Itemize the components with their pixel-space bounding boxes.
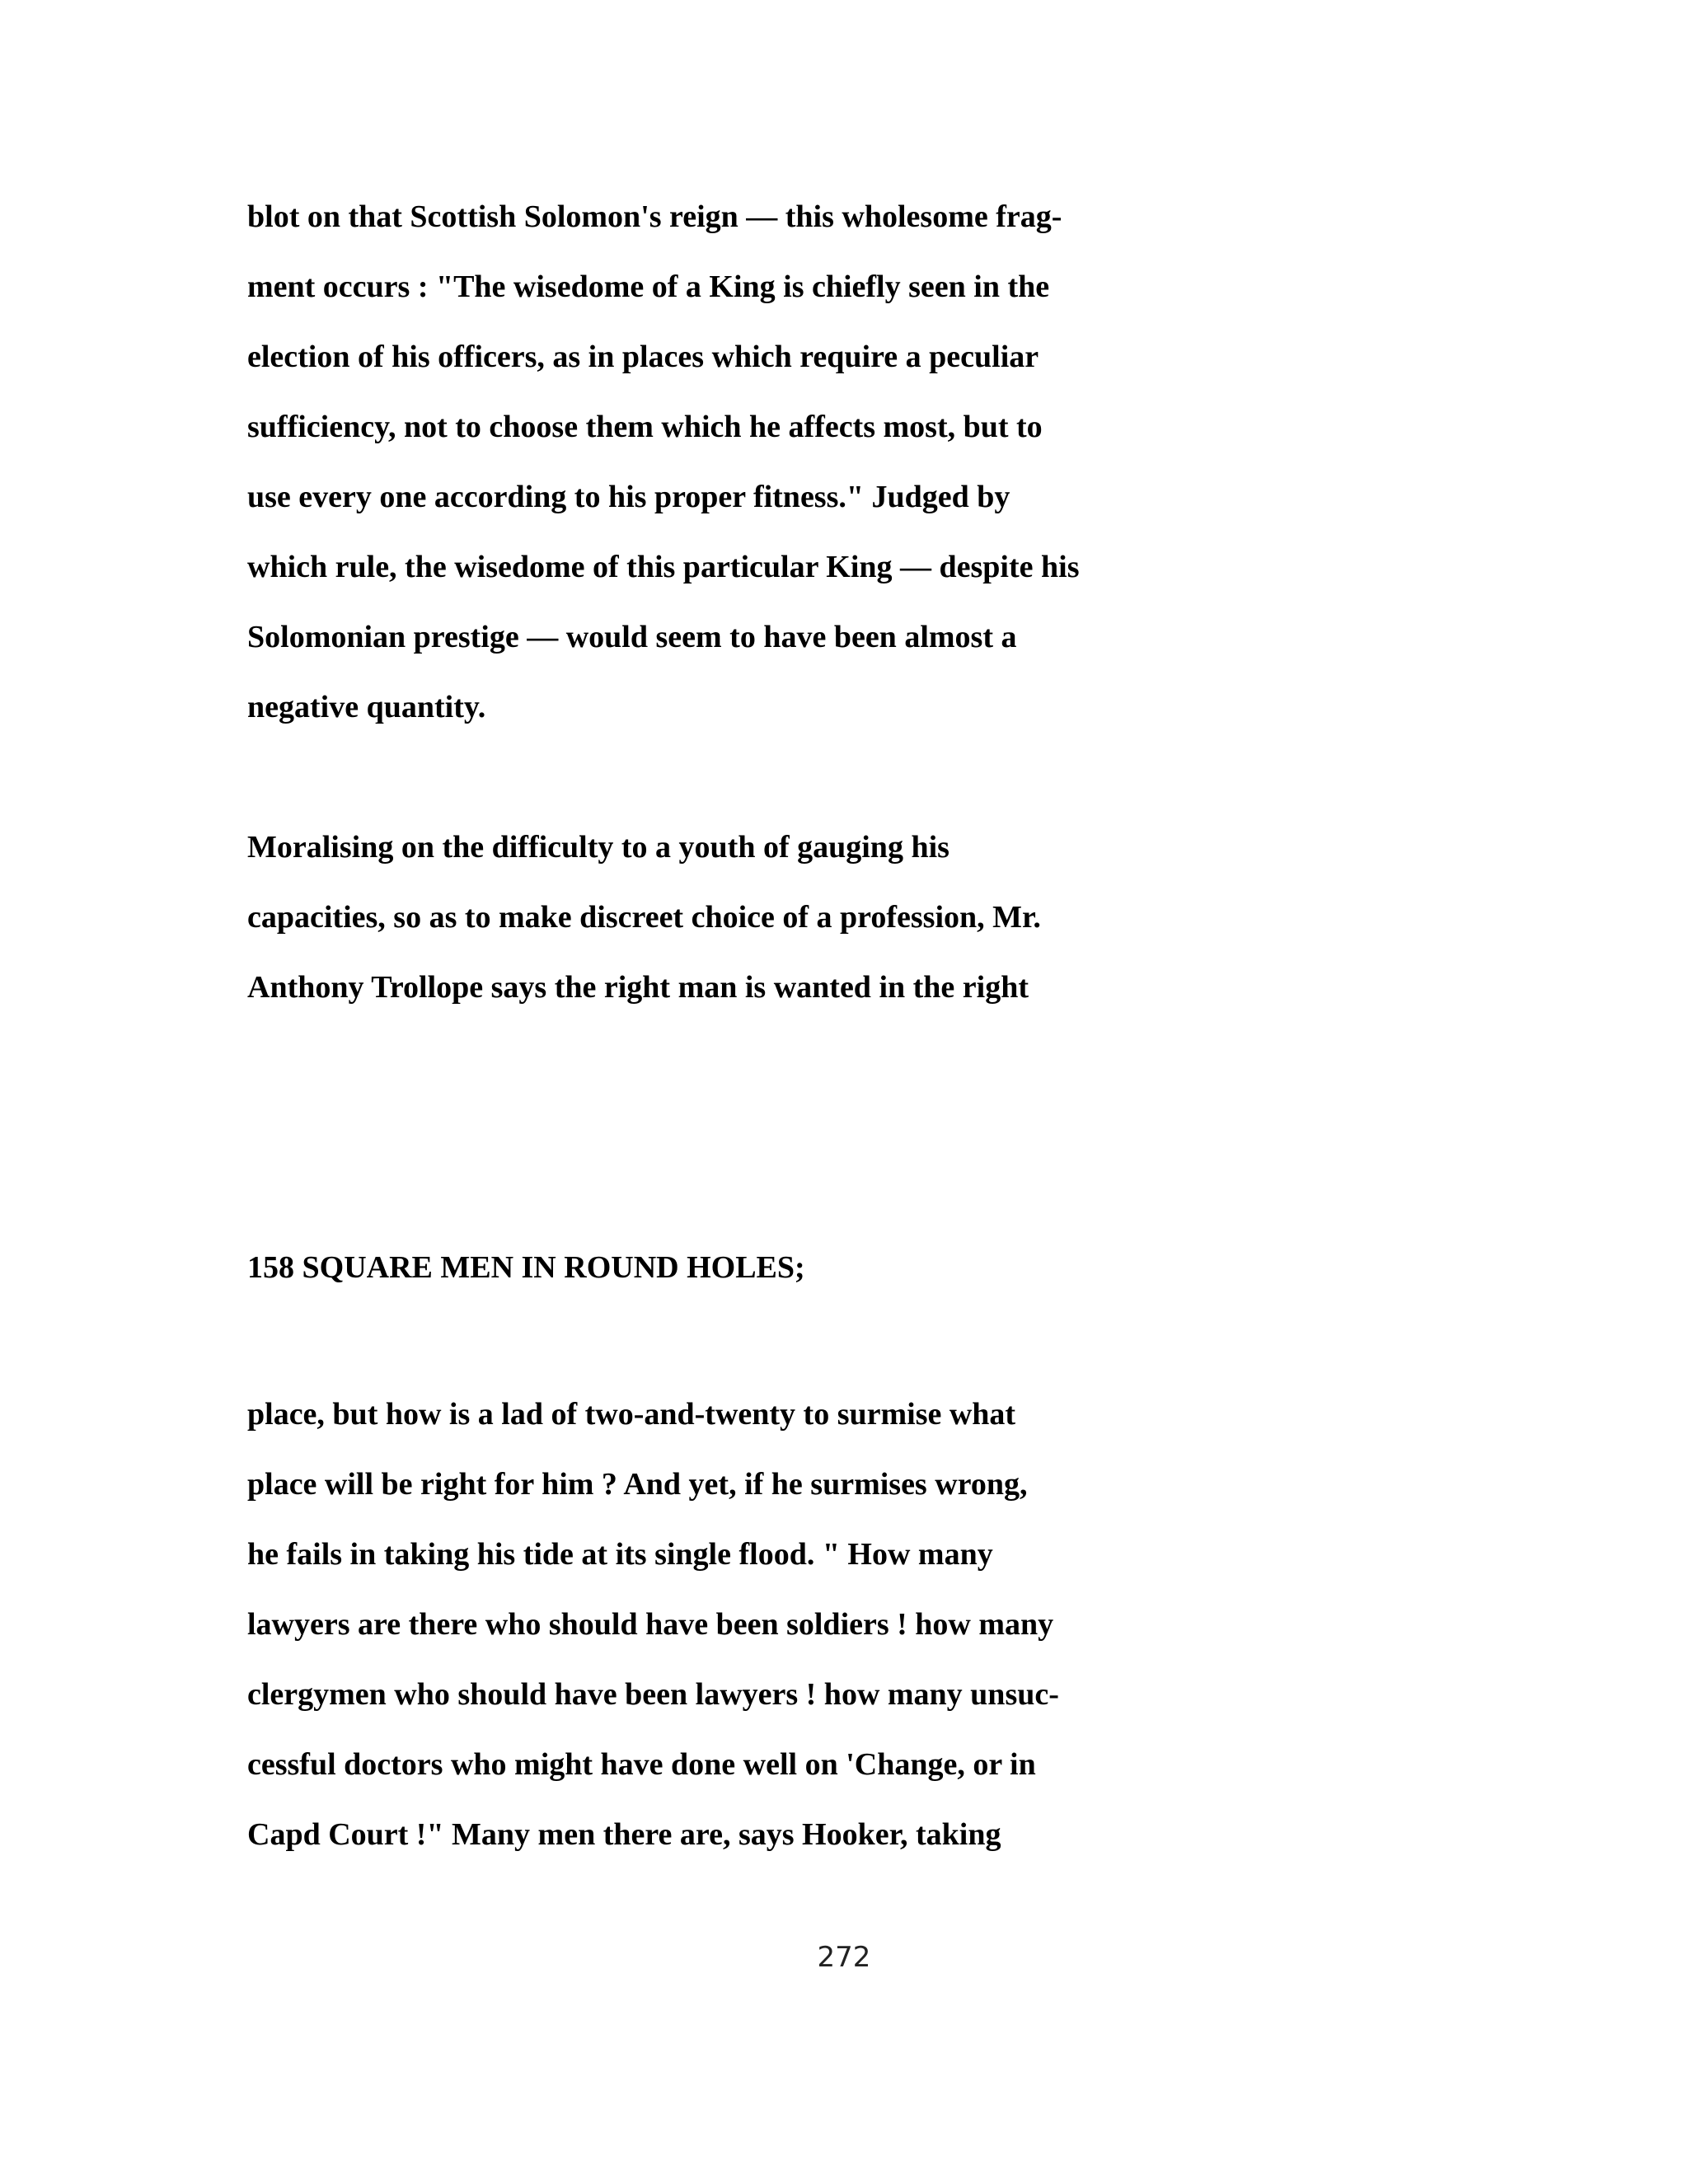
text-line: clergymen who should have been lawyers ! how many unsuc- [247,1677,1059,1712]
text-line: sufficiency, not to choose them which he affects most, but to [247,410,1043,444]
text-line: capacities, so as to make discreet choice of a profession, Mr. [247,900,1041,935]
text-line: place will be right for him ? And yet, if he surmises wrong, [247,1467,1028,1502]
text-line: Capd Court !" Many men there are, says Hooker, taking [247,1817,1001,1852]
running-head: 158 SQUARE MEN IN ROUND HOLES; [247,1250,805,1285]
text-line: ment occurs : "The wisedome of a King is chiefly seen in the [247,269,1050,304]
text-line: cessful doctors who might have done well on 'Change, or in [247,1747,1036,1782]
text-line: blot on that Scottish Solomon's reign — this wholesome frag- [247,199,1062,234]
text-line: he fails in taking his tide at its single flood. " How many [247,1537,993,1572]
text-line: negative quantity. [247,690,486,724]
page-number: 272 [817,1941,871,1974]
text-line: Solomonian prestige — would seem to have been almost a [247,620,1017,654]
text-line: Anthony Trollope says the right man is wanted in the right [247,970,1029,1005]
text-line: Moralising on the difficulty to a youth of gauging his [247,830,950,865]
text-line: place, but how is a lad of two-and-twenty to surmise what [247,1397,1016,1432]
text-line: lawyers are there who should have been soldiers ! how many [247,1607,1054,1642]
text-line: use every one according to his proper fitness." Judged by [247,480,1010,514]
text-line: which rule, the wisedome of this particular King — despite his [247,550,1080,584]
text-line: election of his officers, as in places which require a peculiar [247,340,1039,374]
